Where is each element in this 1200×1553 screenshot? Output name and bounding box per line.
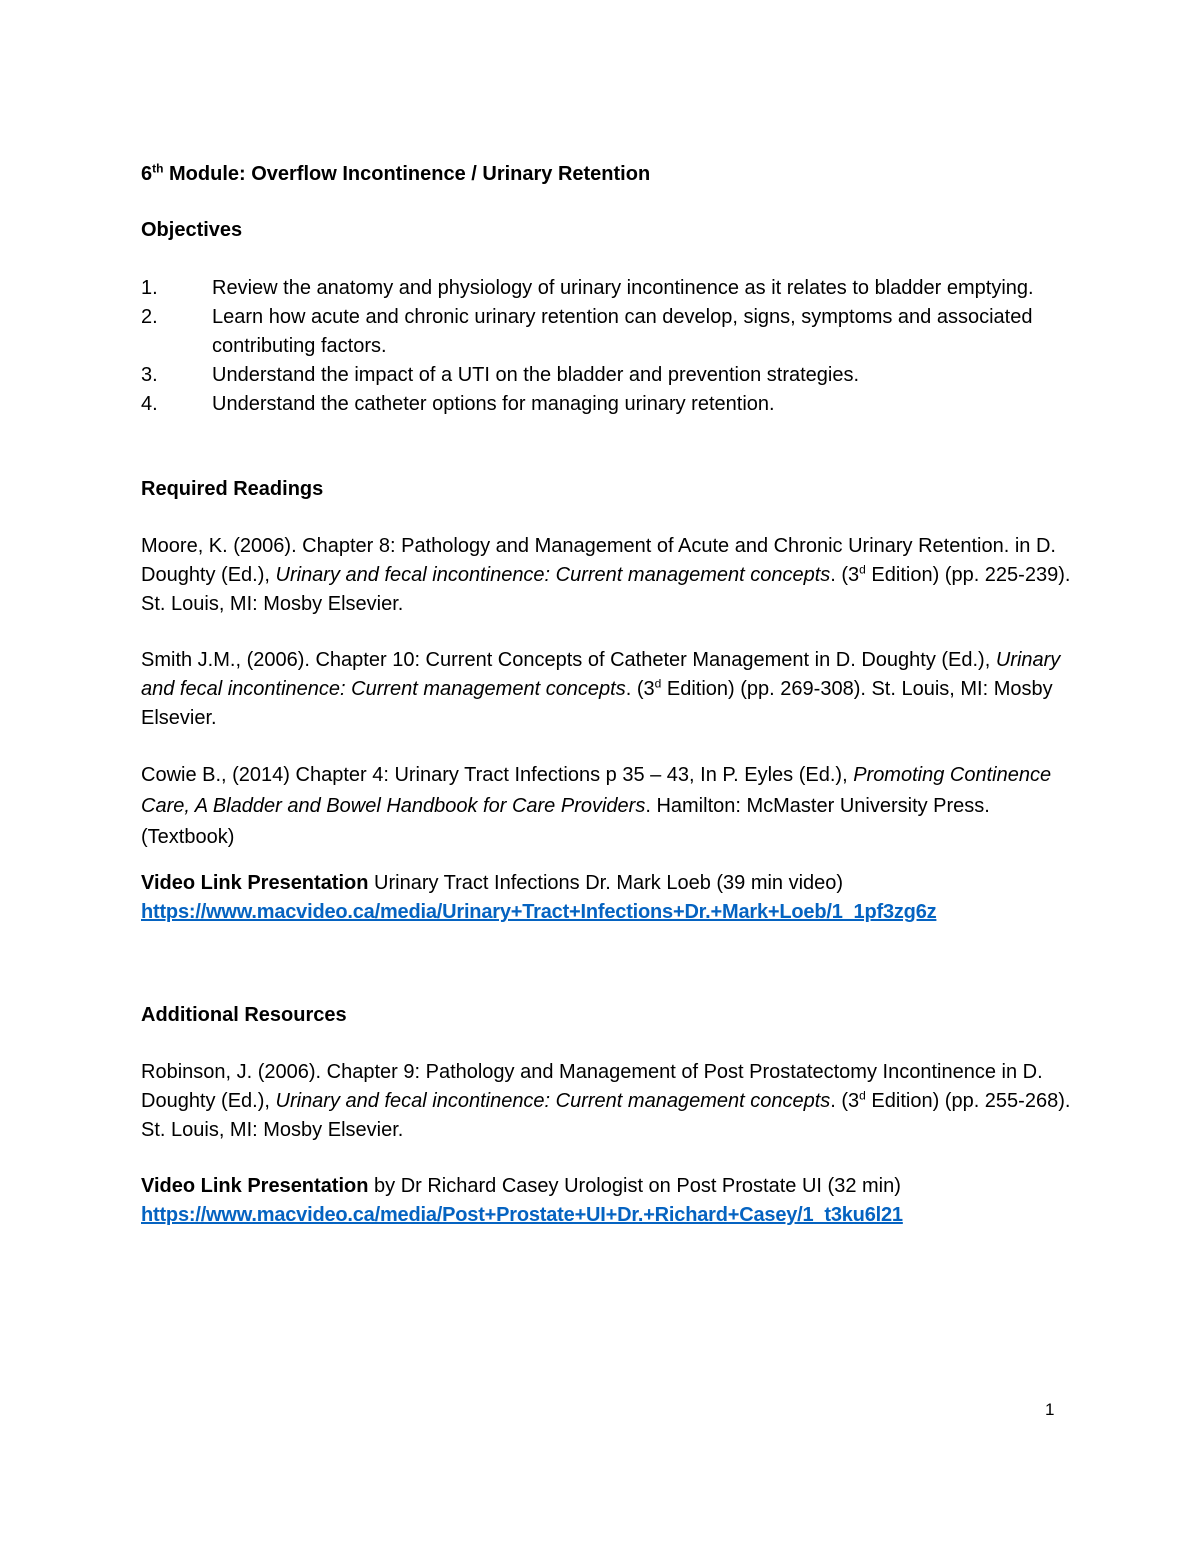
objective-item	[141, 303, 1071, 361]
video-link-loeb[interactable]: https://www.macvideo.ca/media/Urinary+Tract+Infections+Dr.+Mark+Loeb/1_1pf3zg6z	[141, 901, 937, 923]
video-label: Video Link Presentation	[141, 1175, 369, 1197]
objective-number: 2.	[141, 306, 158, 328]
objective-number: 1.	[141, 277, 158, 299]
objective-text: Review the anatomy and physiology of urinary incontinence as it relates to bladder emptying.	[212, 277, 1034, 299]
video-link-casey[interactable]: https://www.macvideo.ca/media/Post+Prostate+UI+Dr.+Richard+Casey/1_t3ku6l21	[141, 1204, 903, 1226]
objective-text: Understand the catheter options for managing urinary retention.	[212, 393, 775, 415]
objective-item	[141, 361, 1071, 390]
module-title: 6th Module: Overflow Incontinence / Urinary Retention	[141, 161, 651, 185]
objectives-list	[141, 274, 1071, 419]
additional-resources-heading: Additional Resources	[141, 1004, 347, 1026]
required-readings-heading: Required Readings	[141, 478, 324, 500]
objective-number: 4.	[141, 393, 158, 415]
video-label: Video Link Presentation	[141, 872, 369, 894]
video-description: Urinary Tract Infections Dr. Mark Loeb (39 min video)	[368, 872, 844, 894]
video-presentation-casey	[141, 1172, 1071, 1230]
page-number: 1	[1045, 1400, 1055, 1419]
video-description: by Dr Richard Casey Urologist on Post Prostate UI (32 min)	[368, 1175, 901, 1197]
reference-robinson: Robinson, J. (2006). Chapter 9: Pathology and Management of Post Prostatectomy Incontinence in D. Doughty (Ed.), Urinary and fecal incontinence: Current management concepts. (3$^d$ Edition) (pp. 255-268). St. Louis, MI: Mosby Elsevier.	[141, 1061, 1071, 1141]
page-content	[141, 160, 1071, 1230]
video-presentation-loeb	[141, 869, 1071, 927]
objective-item	[141, 390, 1071, 419]
objectives-heading: Objectives	[141, 219, 243, 241]
objective-text: Learn how acute and chronic urinary retention can develop, signs, symptoms and associated contributing factors.	[212, 306, 1033, 357]
reference-cowie: Cowie B., (2014) Chapter 4: Urinary Tract Infections p 35 – 43, In P. Eyles (Ed.), Promoting Continence Care, A Bladder and Bowel Handbook for Care Providers. Hamilton: McMaster University Press. (Textbook)	[141, 764, 1052, 848]
reference-moore: Moore, K. (2006). Chapter 8: Pathology and Management of Acute and Chronic Urinary Retention. in D. Doughty (Ed.), Urinary and fecal incontinence: Current management concepts. (3$^d$ Edition) (pp. 225-239). St. Louis, MI: Mosby Elsevier.	[141, 535, 1071, 615]
reference-smith: Smith J.M., (2006). Chapter 10: Current Concepts of Catheter Management in D. Doughty (Ed.), Urinary and fecal incontinence: Current management concepts. (3$^d$ Edition) (pp. 269-308). St. Louis, MI: Mosby Elsevier.	[141, 649, 1061, 729]
objective-item	[141, 274, 1071, 303]
objective-number: 3.	[141, 364, 158, 386]
objective-text: Understand the impact of a UTI on the bladder and prevention strategies.	[212, 364, 860, 386]
